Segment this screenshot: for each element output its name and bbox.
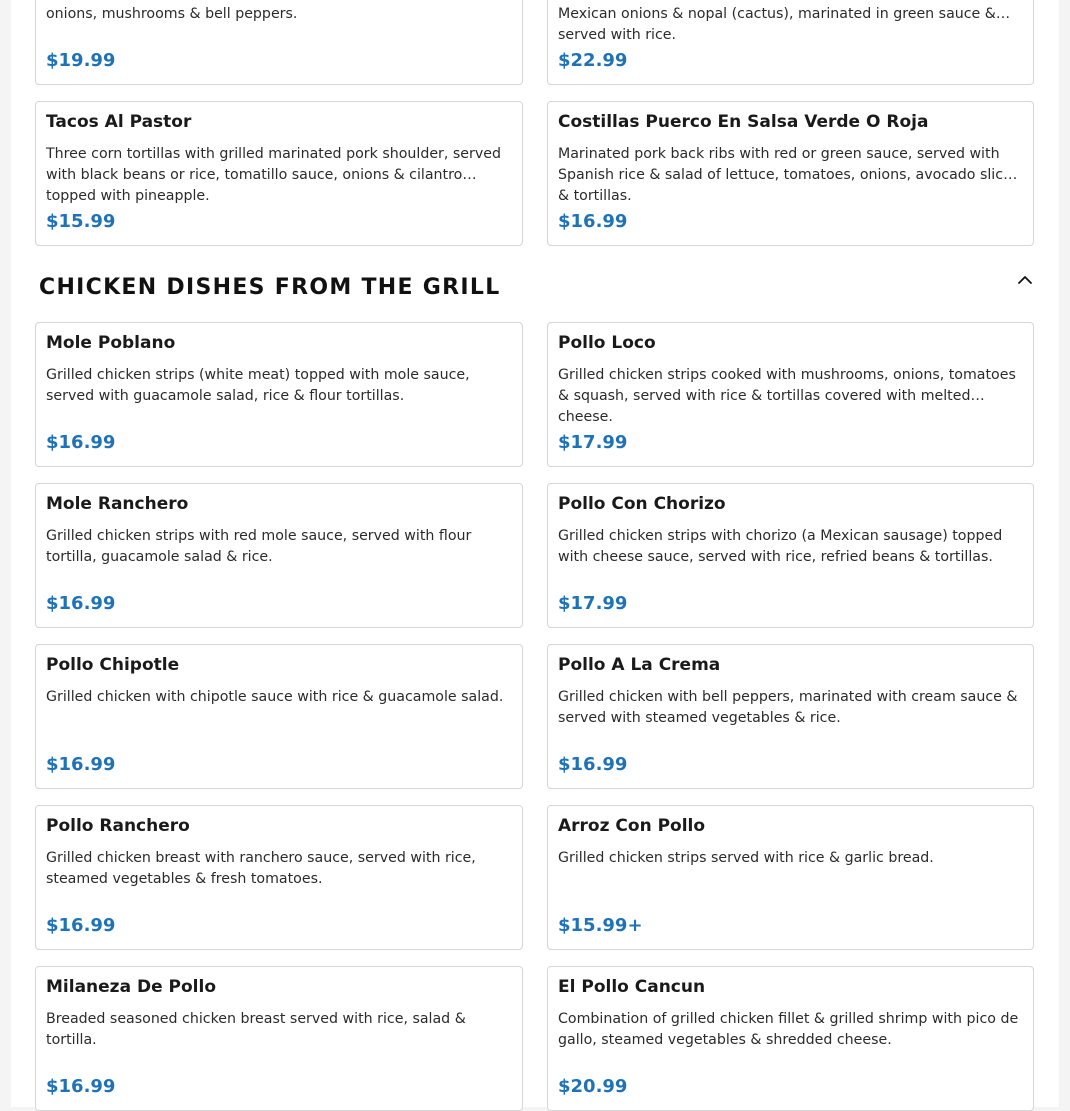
menu-page	[11, 0, 1059, 1107]
menu-item-description: onions, mushrooms & bell peppers.	[46, 6, 298, 22]
menu-item-name: Pollo A La Crema	[558, 655, 721, 675]
menu-item-price: $19.99	[46, 50, 116, 71]
menu-item-card[interactable]	[547, 0, 1034, 85]
menu-item-price: $20.99	[558, 1076, 628, 1097]
menu-item-description: Grilled chicken breast with ranchero sauce, served with rice, steamed vegetables & fresh tomatoes.	[46, 850, 476, 887]
menu-item-description: Breaded seasoned chicken breast served with rice, salad & tortilla.	[46, 1011, 466, 1048]
menu-item-card[interactable]	[547, 966, 1034, 1111]
menu-item-description: Grilled chicken strips (white meat) topped with mole sauce, served with guacamole salad, rice & flour tortillas.	[46, 367, 470, 404]
menu-item-name: Pollo Loco	[558, 333, 656, 353]
menu-item-description: Grilled chicken strips cooked with mushrooms, onions, tomatoes & squash, served with rice & tortillas covered with melted cheese.	[558, 367, 1016, 425]
menu-item-price: $17.99	[558, 432, 628, 453]
menu-item-description: Marinated pork back ribs with red or green sauce, served with Spanish rice & salad of lettuce, tomatoes, onions, avocado slices & tortillas.	[558, 146, 1020, 204]
menu-item-card[interactable]	[547, 322, 1034, 467]
menu-item-card[interactable]	[35, 644, 523, 789]
menu-item-card[interactable]	[547, 805, 1034, 950]
menu-items-grid-previous-section	[35, 0, 1034, 246]
menu-item-description: Mexican onions & nopal (cactus), marinated in green sauce & served with rice.	[558, 6, 996, 43]
menu-item-card[interactable]	[35, 966, 523, 1111]
menu-item-description: Three corn tortillas with grilled marinated pork shoulder, served with black beans or rice, tomatillo sauce, onions & cilantro topped with pineapple.	[46, 146, 501, 204]
menu-item-price: $16.99	[46, 1076, 116, 1097]
menu-item-price: $16.99	[558, 211, 628, 232]
menu-item-name: Pollo Chipotle	[46, 655, 180, 675]
menu-item-price: $15.99+	[558, 915, 643, 936]
menu-item-price: $17.99	[558, 593, 628, 614]
menu-item-price: $22.99	[558, 50, 628, 71]
menu-item-name: Arroz Con Pollo	[558, 816, 706, 836]
menu-item-card[interactable]	[547, 483, 1034, 628]
menu-item-card[interactable]	[547, 644, 1034, 789]
menu-item-name: El Pollo Cancun	[558, 977, 706, 997]
section-header-chicken[interactable]	[39, 264, 1033, 310]
menu-item-card[interactable]	[547, 101, 1034, 246]
menu-item-description: Grilled chicken strips with red mole sauce, served with flour tortilla, guacamole salad & rice.	[46, 528, 472, 565]
menu-item-name: Mole Poblano	[46, 333, 176, 353]
menu-item-card[interactable]	[35, 101, 523, 246]
menu-item-description: Combination of grilled chicken fillet & grilled shrimp with pico de gallo, steamed vegetables & shredded cheese.	[558, 1011, 1019, 1048]
menu-item-card[interactable]	[35, 483, 523, 628]
menu-item-name: Milaneza De Pollo	[46, 977, 216, 997]
menu-item-description: Grilled chicken with chipotle sauce with rice & guacamole salad.	[46, 689, 504, 705]
menu-item-description: Grilled chicken strips with chorizo (a Mexican sausage) topped with cheese sauce, served with rice, refried beans & tortillas.	[558, 528, 1003, 565]
menu-item-card[interactable]	[35, 805, 523, 950]
menu-item-name: Tacos Al Pastor	[46, 112, 192, 132]
menu-item-price: $16.99	[558, 754, 628, 775]
menu-item-name: Pollo Ranchero	[46, 816, 190, 836]
menu-item-card[interactable]	[35, 322, 523, 467]
menu-item-name: Costillas Puerco En Salsa Verde O Roja	[558, 112, 929, 132]
menu-item-price: $16.99	[46, 593, 116, 614]
menu-item-price: $16.99	[46, 915, 116, 936]
menu-item-price: $16.99	[46, 432, 116, 453]
menu-item-description: Grilled chicken with bell peppers, marinated with cream sauce & served with steamed vegetables & rice.	[558, 689, 1018, 726]
section-title: CHICKEN DISHES FROM THE GRILL	[39, 274, 501, 300]
menu-item-description: Grilled chicken strips served with rice & garlic bread.	[558, 850, 934, 866]
menu-item-name: Mole Ranchero	[46, 494, 189, 514]
menu-item-name: Pollo Con Chorizo	[558, 494, 726, 514]
chevron-up-icon[interactable]	[1015, 270, 1035, 290]
menu-items-grid-chicken	[35, 322, 1034, 1111]
menu-item-price: $15.99	[46, 211, 116, 232]
menu-item-card[interactable]	[35, 0, 523, 85]
menu-item-price: $16.99	[46, 754, 116, 775]
